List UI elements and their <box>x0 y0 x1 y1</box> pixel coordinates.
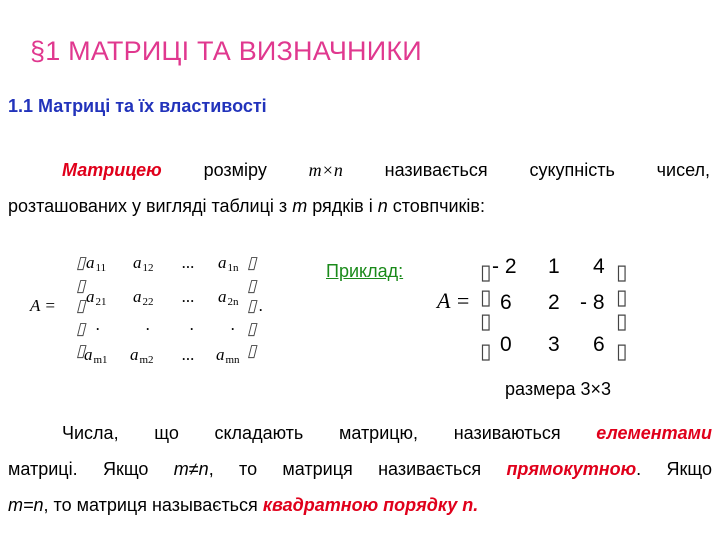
general-matrix-right-bracket: ▯ <box>247 276 257 295</box>
example-element: 0 <box>500 333 512 356</box>
columns-symbol: n <box>377 196 388 216</box>
general-matrix-left-bracket: ▯ <box>76 253 86 272</box>
general-matrix-left-bracket: ▯ <box>76 319 86 338</box>
example-matrix-right-bracket: ▯ <box>616 340 628 363</box>
example-matrix-lhs: A = <box>437 288 471 313</box>
subsection-title: 1.1 Матриці та їх властивості <box>8 96 267 116</box>
general-matrix-left-bracket: ▯ <box>76 341 86 360</box>
matrix-element: $a_{11}$ <box>86 253 107 274</box>
example-element: - 8 <box>580 291 605 314</box>
matrix-ellipsis: ... <box>182 345 195 364</box>
example-matrix-left-bracket: ▯ <box>480 340 492 363</box>
matrix-element: $a_{12}$ <box>133 253 154 274</box>
matrix-dot: . <box>231 315 236 334</box>
general-matrix-right-bracket: ▯ <box>247 341 257 360</box>
example-element: 3 <box>548 333 560 356</box>
general-matrix-right-bracket: ▯ <box>247 319 257 338</box>
example-element: 6 <box>500 291 512 314</box>
example-matrix-right-bracket: ▯ <box>616 261 628 284</box>
definition-paragraph <box>8 152 710 224</box>
example-element: 4 <box>593 255 605 278</box>
definition-text-arranged: розташованих у вигляді таблиці з <box>8 196 288 216</box>
elements-text-1: Числа, що складають матрицю, називаються <box>62 423 561 443</box>
section-title: §1 МАТРИЦІ ТА ВИЗНАЧНИКИ <box>30 36 422 66</box>
elements-text-2: матриці. Якщо <box>8 459 149 479</box>
rows-symbol: m <box>292 196 308 216</box>
example-element: 6 <box>593 333 605 356</box>
matrix-element: $a_{m2}$ <box>130 345 154 366</box>
general-matrix-lhs: A = <box>30 296 56 315</box>
general-matrix-right-bracket: ▯ <box>247 296 257 315</box>
example-matrix-left-bracket: ▯ <box>480 261 492 284</box>
example-matrix-left-bracket: ▯ <box>480 286 492 309</box>
term-elements: елементами <box>596 423 712 443</box>
matrix-element: $a_{1n}$ <box>218 253 239 274</box>
example-matrix-right-bracket: ▯ <box>616 286 628 309</box>
general-matrix-left-bracket: ▯ <box>76 296 86 315</box>
example-element: - 2 <box>492 255 517 278</box>
matrix-ellipsis: ... <box>182 287 195 306</box>
definition-text-rows: рядків і <box>312 196 373 216</box>
definition-line-1 <box>8 152 710 188</box>
term-rectangular: прямокутною <box>506 459 637 479</box>
elements-line-3 <box>8 487 712 523</box>
definition-text-columns: стовпчиків: <box>392 196 485 216</box>
matrix-dot: . <box>146 315 151 334</box>
example-matrix-left-bracket: ▯ <box>480 310 492 333</box>
general-matrix-left-bracket: ▯ <box>76 276 86 295</box>
example-label: Приклад: <box>326 261 404 281</box>
example-element: 2 <box>548 291 560 314</box>
matrix-size-symbol: m×n <box>308 160 343 180</box>
matrix-element: $a_{m1}$ <box>84 345 108 366</box>
example-element: 1 <box>548 255 560 278</box>
matrix-dot: . <box>190 315 195 334</box>
elements-paragraph <box>8 415 712 523</box>
term-square: квадратною порядку n. <box>262 495 479 515</box>
matrix-ellipsis: ... <box>182 253 195 272</box>
matrix-element: $a_{22}$ <box>133 287 154 308</box>
term-matrix: Матрицею <box>62 160 162 180</box>
definition-line-2 <box>8 188 710 224</box>
elements-text-4: . Якщо <box>636 459 712 479</box>
elements-line-1 <box>8 415 712 451</box>
matrix-dot: . <box>96 315 101 334</box>
elements-text-5: , то матриця называється <box>43 495 258 515</box>
matrix-element: $a_{21}$ <box>86 287 107 308</box>
elements-line-2 <box>8 451 712 487</box>
general-matrix-right-bracket: ▯ <box>247 253 257 272</box>
example-size-text: размера 3×3 <box>505 379 612 399</box>
elements-text-3: , то матриця називається <box>208 459 482 479</box>
general-matrix-period: . <box>259 296 264 315</box>
condition-m-neq-n: m≠n <box>173 459 209 479</box>
matrix-element: $a_{mn}$ <box>216 345 240 366</box>
definition-text-called: називається сукупність чисел, <box>384 160 710 180</box>
condition-m-eq-n: m=n <box>8 495 44 515</box>
definition-text-size: розміру <box>203 160 267 180</box>
matrix-element: $a_{2n}$ <box>218 287 239 308</box>
example-matrix-right-bracket: ▯ <box>616 310 628 333</box>
